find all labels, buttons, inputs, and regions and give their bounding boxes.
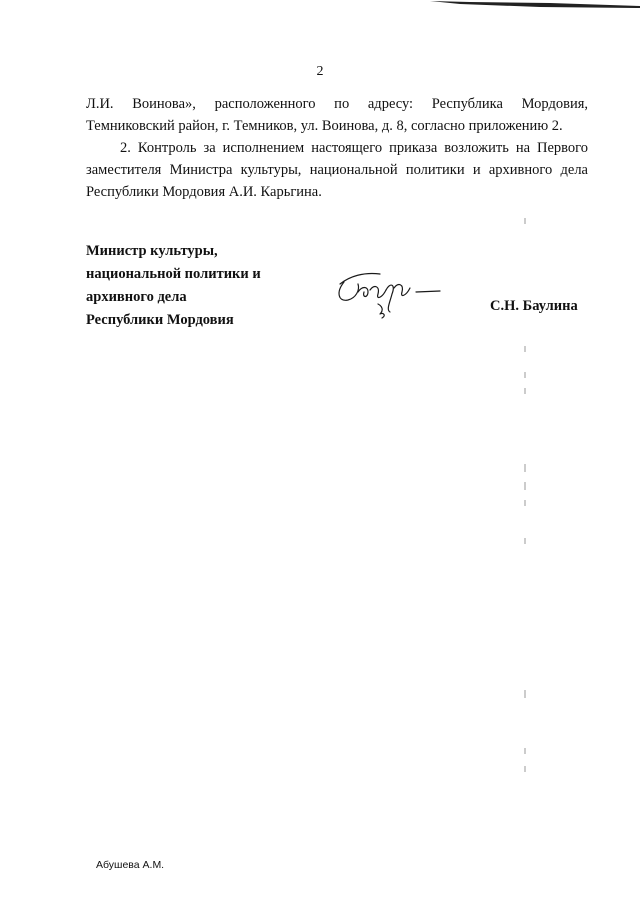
executor-name: Абушева А.М. [96,859,165,871]
signatory-title-line: Республики Мордовия [86,312,234,328]
paragraph-control-clause: 2. Контроль за исполнением настоящего приказа возложить на Первого заместителя Министра культуры, национальной политики и архивного дела Республики Мордовия А.И. Карьгина. [86,140,588,200]
handwritten-signature [330,262,455,322]
page-number: 2 [316,64,324,79]
paragraph-continued: Л.И. Воинова», расположенного по адресу: Республика Мордовия, Темниковский район, г. Темников, ул. Воинова, д. 8, согласно приложению 2. [86,96,588,134]
scan-edge-mark [430,0,640,8]
signatory-title-line: архивного дела [86,289,187,305]
signatory-title-line: Министр культуры, [86,243,218,259]
signatory-title-line: национальной политики и [86,266,261,282]
scan-margin-marks [522,200,532,800]
signatory-title [86,240,261,332]
signatory-name: С.Н. Баулина [490,298,578,314]
document-body [86,93,588,203]
